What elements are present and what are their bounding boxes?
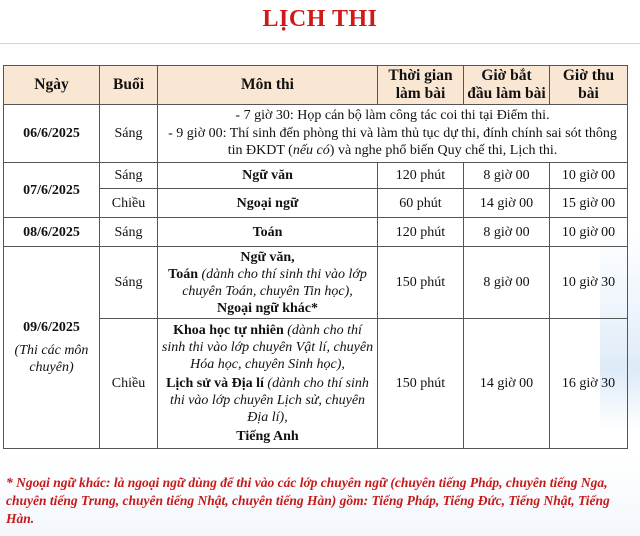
- subject-line: Ngữ văn,: [240, 249, 295, 265]
- subject-note: (dành cho thí sinh thi vào lớp chuyên Toán, chuyên Tin học),: [182, 266, 367, 299]
- start-cell: 14 giờ 00: [464, 319, 550, 449]
- session-cell: Sáng: [100, 163, 158, 189]
- session-cell: Sáng: [100, 105, 158, 163]
- collect-cell: 15 giờ 00: [550, 189, 628, 218]
- procedure-notes: [158, 105, 628, 163]
- session-cell: Chiều: [100, 319, 158, 449]
- subject-line: [161, 322, 374, 373]
- start-cell: 8 giờ 00: [464, 218, 550, 247]
- header-session: Buổi: [100, 66, 158, 105]
- subject-note: (dành cho thí sinh thi vào lớp chuyên Vật lí, chuyên Hóa học, chuyên Sinh học),: [161, 323, 374, 372]
- header-duration: Thời gian làm bài: [378, 66, 464, 105]
- date-cell: [4, 247, 100, 449]
- note-line: - 7 giờ 30: Họp cán bộ làm công tác coi thi tại Điểm thi.: [235, 108, 550, 124]
- subject-name: Toán: [168, 266, 198, 282]
- page-title: LỊCH THI: [262, 6, 378, 32]
- header-subject: Môn thi: [158, 66, 378, 105]
- start-cell: 14 giờ 00: [464, 189, 550, 218]
- date-note: (Thi các môn chuyên): [14, 343, 89, 375]
- collect-cell: 10 giờ 00: [550, 163, 628, 189]
- header-start-time: Giờ bắt đầu làm bài: [464, 66, 550, 105]
- duration-cell: 120 phút: [378, 218, 464, 247]
- header-collect-time: Giờ thu bài: [550, 66, 628, 105]
- duration-cell: 150 phút: [378, 247, 464, 319]
- subject-cell: [158, 319, 378, 449]
- exam-schedule-table: [3, 65, 628, 449]
- subject-line: [161, 375, 374, 426]
- footnote: * Ngoại ngữ khác: là ngoại ngữ dùng để thi vào các lớp chuyên ngữ (chuyên tiếng Pháp, chuyên tiếng Nga, chuyên tiếng Trung, chuyên tiếng Nhật, chuyên tiếng Hàn) gồm: Tiếng Pháp, Tiếng Đức, Tiếng Nhật, Tiếng Hàn.: [6, 475, 610, 526]
- duration-cell: 120 phút: [378, 163, 464, 189]
- subject-name: Khoa học tự nhiên: [173, 323, 284, 338]
- start-cell: 8 giờ 00: [464, 163, 550, 189]
- collect-cell: 16 giờ 30: [550, 319, 628, 449]
- title-divider: [0, 43, 640, 44]
- subject-line: Ngoại ngữ khác*: [217, 300, 318, 316]
- subject-cell: Ngoại ngữ: [158, 189, 378, 218]
- note-text: - 9 giờ 00: Thí sinh đến phòng thi và làm thủ tục dự thi, đính chính sai sót thông tin ĐKDT (: [168, 125, 617, 159]
- table-row: [4, 105, 628, 163]
- note-line: [161, 125, 624, 160]
- subject-cell: Ngữ văn: [158, 163, 378, 189]
- collect-cell: 10 giờ 30: [550, 247, 628, 319]
- table-row: [4, 218, 628, 247]
- date-cell: 07/6/2025: [4, 163, 100, 218]
- subject-cell: [158, 247, 378, 319]
- duration-cell: 150 phút: [378, 319, 464, 449]
- date-cell: 08/6/2025: [4, 218, 100, 247]
- duration-cell: 60 phút: [378, 189, 464, 218]
- start-cell: 8 giờ 00: [464, 247, 550, 319]
- subject-cell: Toán: [158, 218, 378, 247]
- subject-note: (dành cho thí sinh thi vào lớp chuyên Lịch sử, chuyên Địa lí),: [169, 376, 369, 425]
- note-text-italic: nếu có: [292, 143, 330, 159]
- note-text: ) và nghe phổ biến Quy chế thi, Lịch thi.: [329, 143, 558, 159]
- subject-line: Tiếng Anh: [236, 429, 299, 444]
- table-header-row: [4, 66, 628, 105]
- session-cell: Chiều: [100, 189, 158, 218]
- table-row: [4, 247, 628, 319]
- collect-cell: 10 giờ 00: [550, 218, 628, 247]
- table-row: [4, 163, 628, 189]
- date-cell: 06/6/2025: [4, 105, 100, 163]
- session-cell: Sáng: [100, 247, 158, 319]
- subject-line: [161, 266, 374, 300]
- header-date: Ngày: [4, 66, 100, 105]
- subject-name: Lịch sử và Địa lí: [166, 376, 264, 391]
- session-cell: Sáng: [100, 218, 158, 247]
- date-text: 09/6/2025: [23, 320, 80, 335]
